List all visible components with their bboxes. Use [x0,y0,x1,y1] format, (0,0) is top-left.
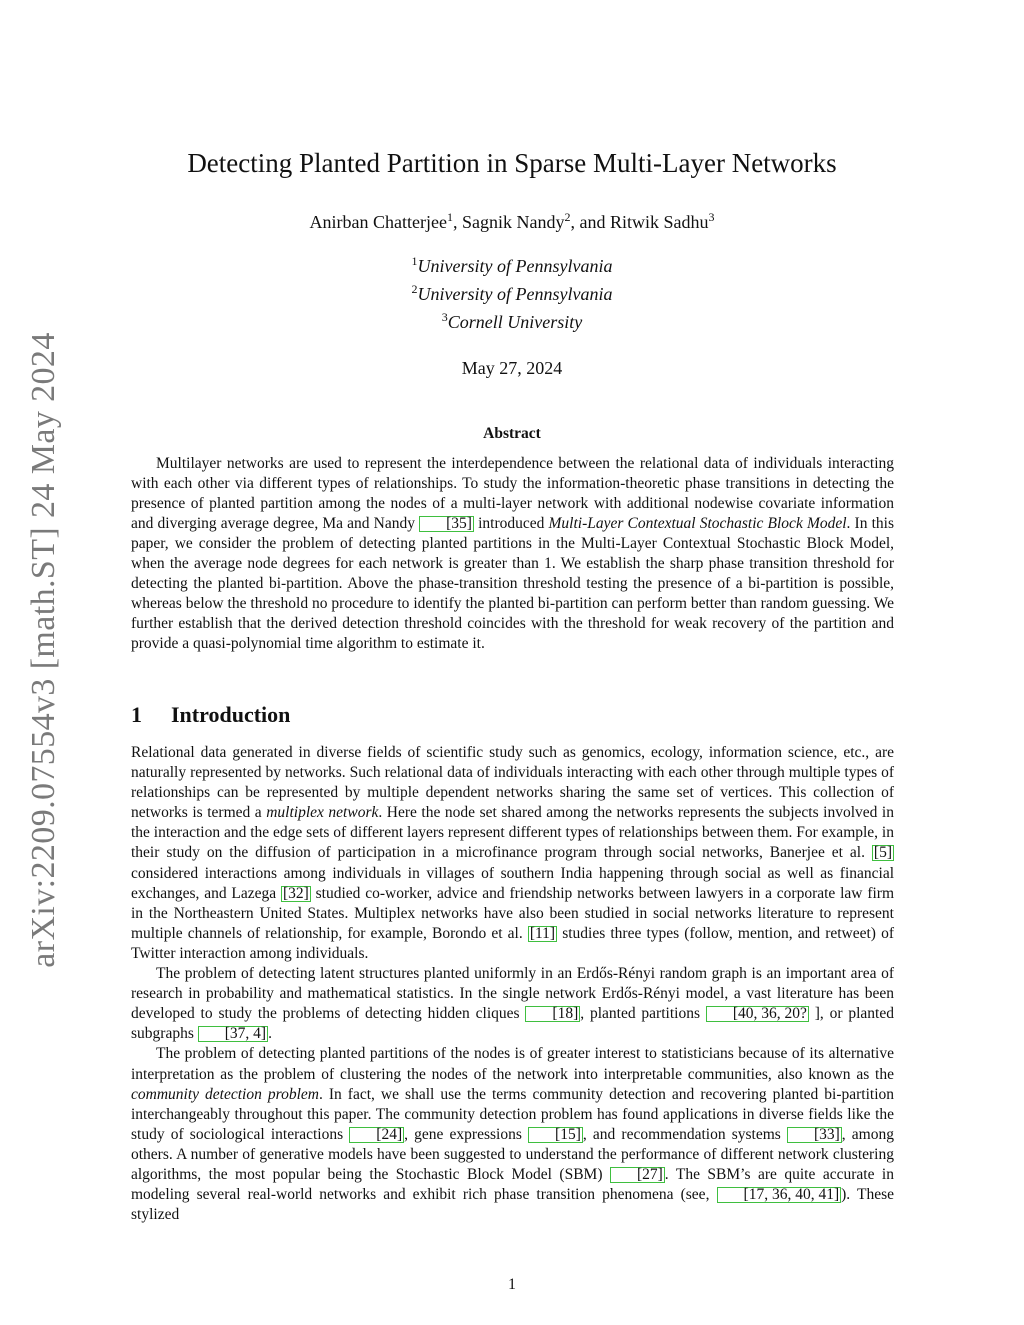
citation-link[interactable]: [17, 36, 40, 41] [717,1187,842,1203]
emphasis-text: Multi-Layer Contextual Stochastic Block Model [548,515,847,532]
paper-date: May 27, 2024 [461,358,563,378]
affiliation-1: $^1$University of Pennsylvania [411,254,613,276]
paragraph-2: The problem of detecting latent structures planted uniformly in an Erdős-Rényi random graph is an important area of research in probability and mathematical statistics. In the single network Erdős-Rényi model, a vast literature has been developed to study the problems of detecting hidden cliques [18] , planted partitions [40, 36, 20? ], or planted subgraphs [37, 4] . [131,965,894,1043]
emphasis-text: community detection problem [131,1085,319,1103]
author-1: Anirban Chatterjee$^1$, [309,210,462,232]
affiliation-2: $^2$University of Pennsylvania [411,282,613,304]
citation-link[interactable]: [33] [787,1127,842,1143]
affiliation-list [0,250,1024,334]
section-number: 1 [131,702,142,727]
citation-link[interactable]: [11] [529,924,556,942]
abstract-heading: Abstract [483,425,541,442]
author-2: Sagnik Nandy$^2$, and [461,210,610,232]
author-list [0,210,1024,233]
paper-title: Detecting Planted Partition in Sparse Multi-Layer Networks [187,148,837,178]
citation-link[interactable]: [32] [283,884,309,902]
citation-link[interactable]: [5] [873,844,892,862]
citation-link[interactable]: [15] [528,1127,583,1143]
paragraph-3: The problem of detecting planted partitions of the nodes is of greater interest to statisticians because of its alternative interpretation as the problem of clustering the nodes of the network into interpretable communities, also known as the community detection problem. In fact, we shall use the terms community detection and recovering planted bi-partition interchangeably throughout this paper. The community detection problem has found applications in diverse fields like the study of sociological interactions [24] , gene expressions [15] , and recommendation systems [33] , among others. A number of generative models have been suggested to understand the performance of different network clustering algorithms, the most popular being the Stochastic Block Model (SBM) [27] . The SBM’s are quite accurate in modeling several real-world networks and exhibit rich phase transition phenomena (see, [17, 36, 40, 41] ). These stylized [131,1045,894,1224]
emphasis-text: multiplex network [266,804,379,822]
introduction-body [131,743,894,1225]
citation-link[interactable]: [35] [419,516,474,532]
paragraph-1: Relational data generated in diverse fields of scientific study such as genomics, ecology, information science, etc., are naturally represented by networks. Such relational data of individuals interacting with each other through multiple types of relationships can be represented by multiple dependent networks sharing the same set of vertices. This collection of networks is termed a multiplex network. Here the node set shared among the networks represents the subjects involved in the interaction and the edge sets of different layers represent different types of relationships between them. For example, in their study on the diffusion of participation in a microfinance program through social networks, Banerjee et al. [5] considered interactions among individuals in villages of southern India happening through social as well as financial exchanges, and Lazega [32] studied co-worker, advice and friendship networks between lawyers in a corporate law firm in the Northeastern United States. Multiplex networks have also been studied in social networks literature to represent multiple channels of relationship, for example, Borondo et al. [11] studies three types (follow, mention, and retweet) of Twitter interaction among individuals. [131,744,895,962]
citation-link[interactable]: [37, 4] [198,1026,268,1042]
page-number: 1 [508,1276,516,1293]
citation-link[interactable]: [40, 36, 20? [706,1006,809,1022]
citation-link[interactable]: [24] [349,1127,404,1143]
abstract-body: Multilayer networks are used to represent the interdependence between the relational data of individuals interacting with each other via different types of relationships. To study the information-theoretic phase transitions in detecting the presence of planted partition among the nodes of a multi-layer network with additional nodewise covariate information and diverging average degree, Ma and Nandy [35] introduced Multi-Layer Contextual Stochastic Block Model. In this paper, we consider the problem of detecting planted partitions in the Multi-Layer Contextual Stochastic Block Model, when the average node degrees for each network is greater than 1. We establish the sharp phase transition threshold for detecting the planted bi-partition. Above the phase-transition threshold testing the presence of a bi-partition is possible, whereas below the threshold no procedure to identify the planted bi-partition can perform better than random guessing. We further establish that the derived detection threshold coincides with the threshold for weak recovery of the partition and provide a quasi-polynomial time algorithm to estimate it. [131,455,894,652]
citation-link[interactable]: [18] [525,1006,580,1022]
section-title: Introduction [171,702,291,727]
author-3: Ritwik Sadhu$^3$ [609,210,715,232]
affiliation-3: $^3$Cornell University [441,310,583,332]
citation-link[interactable]: [27] [610,1167,665,1183]
section-heading [131,702,290,728]
arxiv-stamp-text: arXiv:2209.07554v3 [math.ST] 24 May 2024 [25,332,62,968]
